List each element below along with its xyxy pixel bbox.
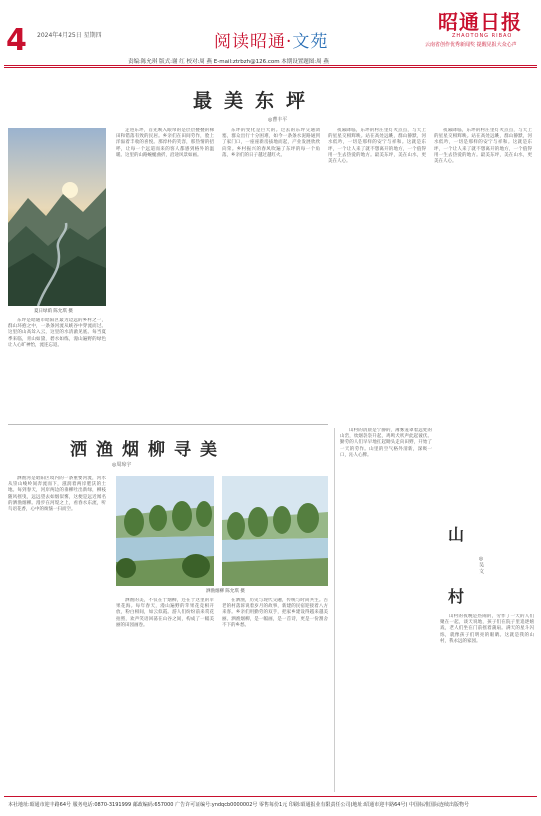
article-2-col-c: 在洒渔，历史与现代交融，传统与时尚共生。古老的村落诉说着岁月的故事，新建的民宿迎接着八方来客。乡亲们用勤劳的双手，把家乡建设得越来越美丽。洒渔烟柳，是一幅画，是一首诗，更是一份割舍不下的乡愁。 xyxy=(222,598,328,628)
article-1-col-b: 走进东坪，首先映入眼帘的是层层叠叠的梯田和错落有致的民居。乡亲们在田间劳作，脸上洋溢着丰收的喜悦。那淳朴的笑容，那热情的招呼，让每一个远道而来的客人都感到格外的温暖。这里的山路蜿蜒曲折，沿途风景如画。 xyxy=(116,128,214,158)
article-2-photo-caption: 洒渔烟柳 陈允琪 摄 xyxy=(206,589,245,594)
page-number: 4 xyxy=(6,23,27,58)
article-3-title-top: 山 xyxy=(448,525,465,544)
article-1-author: ◎曹丰平 xyxy=(268,117,288,123)
newspaper-logo: 昭通日报 xyxy=(438,10,522,34)
article-2-title: 洒渔烟柳寻美 xyxy=(70,440,226,460)
article-3-col-a: 山村的清晨是宁静的，薄雾笼罩着远处的山峦，炊烟袅袅升起，鸡鸣犬吠声此起彼伏。勤劳的人们早早地扛起锄头走向田野，开始了一天的劳作。山里的空气格外清新，深吸一口，沁人心脾。 xyxy=(340,428,432,458)
newspaper-logo-en: ZHAOTONG RIBAO xyxy=(452,33,513,39)
masthead xyxy=(0,0,541,70)
article-1-photo-caption: 夏日绿荫 陈允琪 摄 xyxy=(34,309,73,314)
river-willow-illustration-wide xyxy=(222,476,328,586)
article-3-author: ◎吴 文 xyxy=(478,556,484,574)
section-title xyxy=(214,27,328,52)
article-3-title-bottom: 村 xyxy=(448,587,465,606)
header-rule xyxy=(4,65,537,66)
article-1-photo xyxy=(8,128,106,306)
article-1-col-a: 东坪是昭通市昭阳区最为边远的乡村之一，群山环抱之中，一条条河流从峡谷中穿流而过。这里的山高耸入云，这里的水清澈见底。每当夏季来临，青山如黛，碧水如练，漫山遍野的绿色让人心旷神怡，流连忘返。 xyxy=(8,318,106,348)
header-rule-secondary xyxy=(4,67,537,68)
section-sub: 文苑 xyxy=(292,32,329,52)
article-1-col-d: 夜幕降临，东坪的村庄里灯火点点，与天上的星星交相辉映。站在高处远眺，群山静默，河水低吟，一切是那样的安宁与祥和。这就是东坪，一个让人来了就不想离开的地方，一个值得用一生去热爱的地方。最美东坪，美在山水，更美在人心。 xyxy=(328,128,426,165)
article-2-photo-wide xyxy=(222,476,328,586)
river-willow-illustration xyxy=(116,476,214,586)
article-2-col-b: 洒渔的美，不仅在于烟柳，还在于这里的苹果花海。每年春天，漫山遍野的苹果花竞相开放，粉白相间，如云似霞。游人们纷纷前来赏花拍照，欢声笑语回荡在山谷之间，构成了一幅美丽的田园画卷。 xyxy=(116,598,214,628)
article-2-photo xyxy=(116,476,214,586)
article-1-col-e: 夜幕降临，东坪的村庄里灯火点点，与天上的星星交相辉映。站在高处远眺，群山静默，河水低吟，一切是那样的安宁与祥和。这就是东坪，一个让人来了就不想离开的地方，一个值得用一生去热爱的地方。最美东坪，美在山水，更美在人心。 xyxy=(434,128,532,165)
article-1-col-c: 东坪的变化是巨大的。过去的东坪交通闭塞，群众出行十分困难，如今一条条水泥路通到了家门口，一座座新房拔地而起，产业发展欣欣向荣。乡村振兴的春风吹遍了东坪的每一个角落，乡亲们的日子越过越红火。 xyxy=(222,128,320,158)
article-3-col-b: 山村的夜晚是热闹的，劳作了一天的人们聚在一起，谈天说地，孩子们在院子里追逐嬉戏，老人们坐在门前摇着蒲扇。满天的星斗闪烁，就像孩子们明亮的眼睛。这就是我的山村，我永远的家园。 xyxy=(440,614,534,644)
column-divider xyxy=(334,428,335,792)
newspaper-slogan: 云南省创作优秀新闻奖 提醒见报大众心声 xyxy=(425,42,517,48)
footer-info: 本社地址:昭通市迎丰路64号 服务电话:0870-3191999 邮政编码:657000 广告许可证编号:yndqcb0000002号 零售每份1元 印刷:昭通报业有限责任公司(地址:昭通市迎丰路64号) 中国标准国际连续出版物号 xyxy=(8,802,470,808)
issue-date: 2024年4月25日 星期四 xyxy=(37,32,102,39)
article-2-author: ◎周琼宇 xyxy=(112,462,132,468)
section-main: 阅读昭通· xyxy=(214,32,293,52)
article-1-title: 最美东坪 xyxy=(193,90,318,112)
mountain-landscape-illustration xyxy=(8,128,106,306)
article-divider xyxy=(8,424,328,425)
footer-rule xyxy=(4,796,537,797)
article-2-col-a: 洒渔河是昭阳区境内的一条重要河流，河水从崇山峻岭间奔流而下，滋润着两岸肥沃的土地。每到春天，河岸两边的垂柳吐出新绿，柳枝随风摇曳，远远望去如烟似雾，这便是远近闻名的洒渔烟柳。漫步在河堤之上，看春水东流，听鸟语花香，心中的烦恼一扫而空。 xyxy=(8,476,106,513)
editors-line: 责编:陈允琪 版式:谢 红 校对:周 燕 E-mail:ztrbzh@126.com 本期设置题图:周 燕 xyxy=(128,59,329,65)
